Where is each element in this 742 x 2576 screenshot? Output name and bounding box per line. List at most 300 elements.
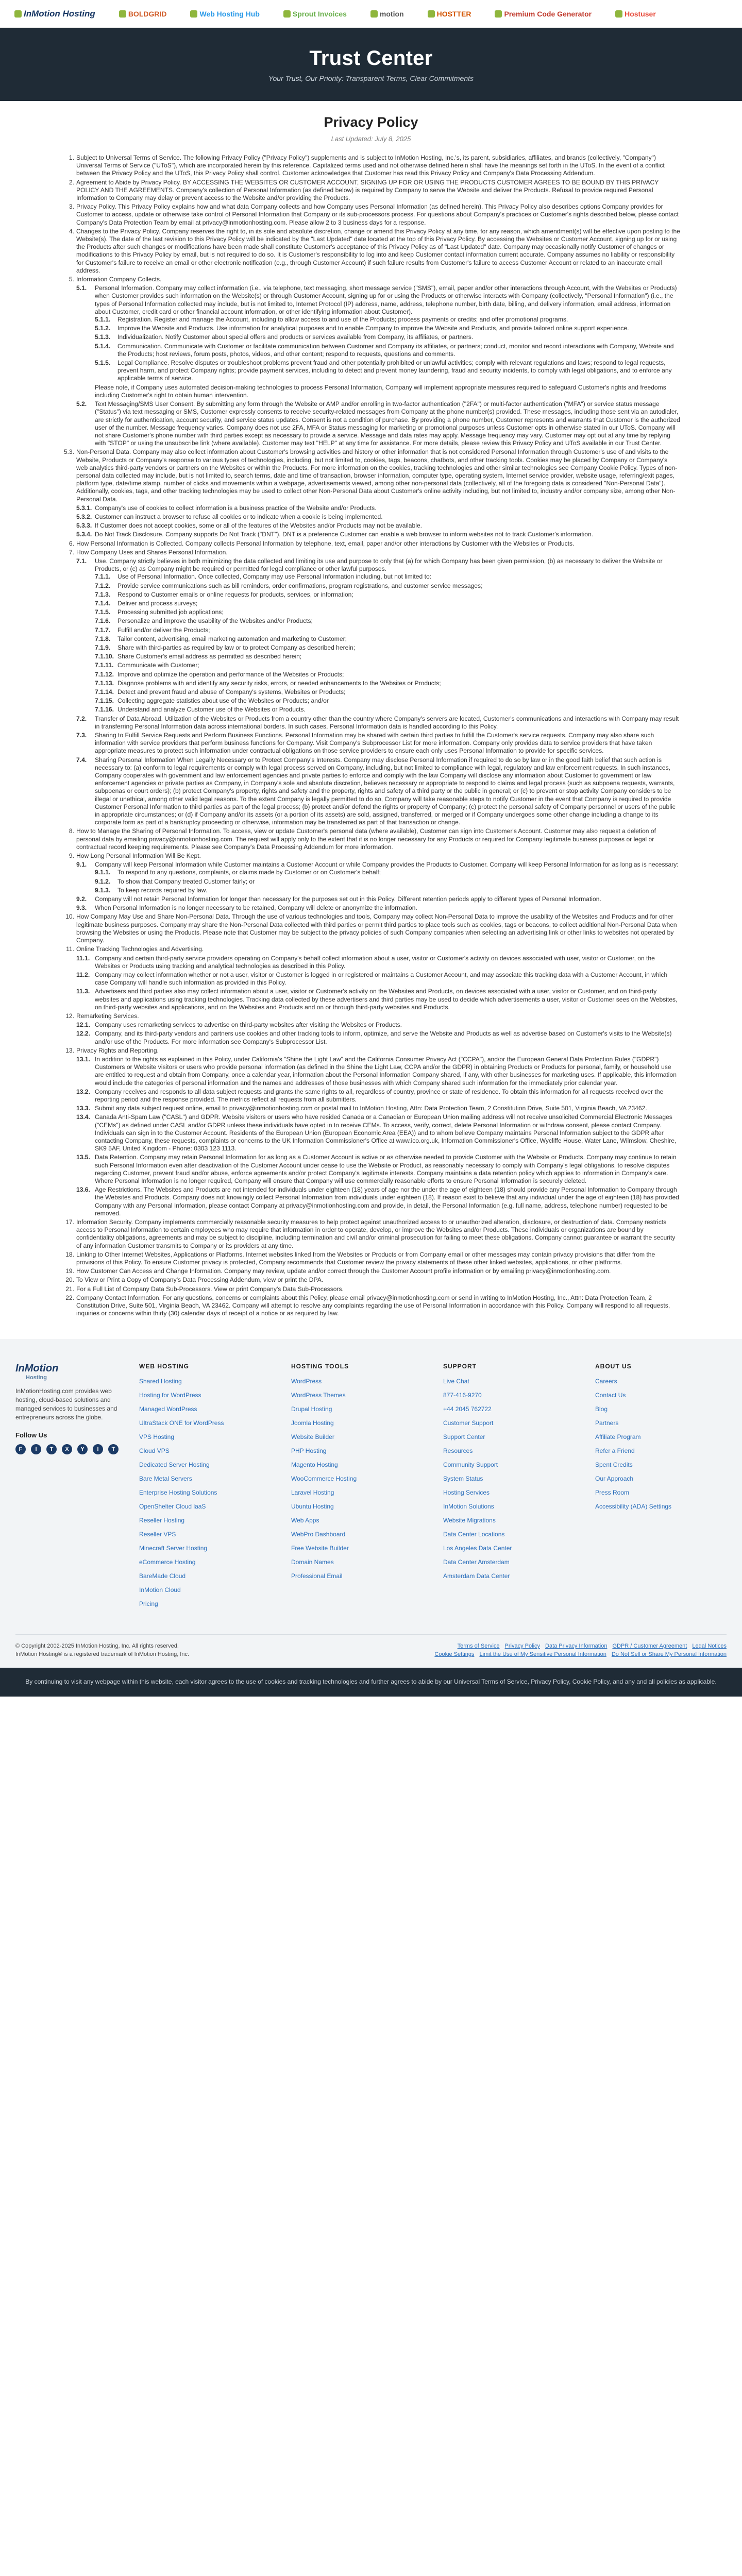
legal-link[interactable]: Legal Notices xyxy=(692,1643,727,1650)
cookie-notice xyxy=(0,1668,742,1697)
social-x-icon[interactable]: X xyxy=(62,1444,72,1454)
policy-item-number: 7.1.6. xyxy=(95,617,111,625)
footer-link[interactable]: Website Migrations xyxy=(443,1517,496,1524)
footer-list-item xyxy=(291,1447,423,1455)
policy-item-5-1-5 xyxy=(95,359,680,383)
policy-item-number: 5.3.4. xyxy=(76,531,92,538)
footer-list-item xyxy=(139,1600,271,1608)
policy-item-22 xyxy=(65,1294,680,1318)
hero-title: Trust Center xyxy=(309,46,433,70)
brand-mark-icon xyxy=(119,10,126,18)
policy-item-text: Improve and optimize the operation and performance of the Websites or Products; xyxy=(117,670,344,678)
policy-item-number: 5.1.1. xyxy=(95,316,111,324)
policy-sublist xyxy=(76,1021,680,1046)
brand-logo-4[interactable] xyxy=(370,10,404,18)
footer-list-item xyxy=(443,1502,575,1511)
footer-link[interactable]: Press Room xyxy=(595,1489,630,1497)
footer-link[interactable]: VPS Hosting xyxy=(139,1433,175,1441)
policy-item-number: 9.1.3. xyxy=(95,886,111,894)
footer-column-1 xyxy=(291,1363,423,1614)
policy-item-7-1-8 xyxy=(95,635,680,643)
policy-item-number: 7.1.8. xyxy=(95,635,111,642)
policy-item-number: 5.1.4. xyxy=(95,342,111,350)
footer-link[interactable]: Managed WordPress xyxy=(139,1405,197,1413)
policy-item-7-1 xyxy=(76,557,680,714)
policy-item-6 xyxy=(69,539,680,548)
policy-item-7-1-13 xyxy=(95,679,680,687)
policy-item-text: Customer can instruct a browser to refuse all cookies or to indicate when a cookie is being implemented. xyxy=(95,513,383,520)
policy-item-5-1-2 xyxy=(95,325,680,332)
policy-item-number: 5.1. xyxy=(76,284,87,292)
footer-link[interactable]: Free Website Builder xyxy=(291,1545,349,1552)
footer-list-item xyxy=(595,1447,727,1455)
policy-item-number: 5.3.3. xyxy=(76,522,92,530)
footer-link[interactable]: Blog xyxy=(595,1405,608,1413)
footer-list-item xyxy=(443,1405,575,1414)
footer-link[interactable]: Affiliate Program xyxy=(595,1433,641,1441)
footer-description: InMotionHosting.com provides web hosting, cloud-based solutions and managed services to businesses and entrepreneurs across the globe. xyxy=(15,1387,117,1421)
footer-logo[interactable] xyxy=(15,1363,119,1381)
footer-link[interactable]: Support Center xyxy=(443,1433,485,1441)
policy-item-text: Use. Company strictly believes in both minimizing the data collected and limiting its use and purpose to only that (a) for which Company has been given permission, (b) as necessary to deliver the Website or Products, or (c) as Company might be required or permitted for legal compliance or other lawful purposes. xyxy=(95,557,663,573)
legal-link[interactable]: Do Not Sell or Share My Personal Information xyxy=(611,1651,727,1658)
policy-item-text: Age Restrictions. The Websites and Products are not intended for individuals under eighteen (18) years of age nor the under the age of eighteen (18) should provide any Personal Information to Company through the Websites and Products. Company does not knowingly collect Personal Information from individuals under eighteen (18). If reason exist to believe that any individual under the age of eighteen (18) has provided Company with any Personal Information, please contact Company at privacy@inmotionhosting.com and provide, in detail, the Personal Information (e.g. full name, address, telephone number) requested to be removed. xyxy=(95,1186,679,1217)
policy-item-number: 17. xyxy=(65,1218,74,1226)
policy-item-text: Online Tracking Technologies and Advertising. xyxy=(76,945,204,953)
policy-item-text: Do Not Track Disclosure. Company supports Do Not Track ("DNT"). DNT is a preference Customer can enable a web browser to inform websites not to track Customer's information. xyxy=(95,531,594,538)
footer-link[interactable]: InMotion Cloud xyxy=(139,1586,181,1594)
footer-list-item xyxy=(595,1377,727,1386)
footer-link[interactable]: Professional Email xyxy=(291,1572,343,1580)
policy-item-text: Individualization. Notify Customer about special offers and products or services available from Company, its affiliates, or partners. xyxy=(117,333,474,341)
policy-item-number: 1. xyxy=(69,154,74,161)
footer-link[interactable]: System Status xyxy=(443,1475,483,1483)
footer-list-item xyxy=(443,1544,575,1553)
policy-item-number: 20. xyxy=(65,1276,74,1284)
policy-sublist xyxy=(95,573,680,714)
policy-item-text: Data Retention. Company may retain Personal Information for as long as a Customer Account is active or as otherwise needed to provide Customer with the Website or Products. Company may continue to retain such Personal Information even after deactivation of the Customer Account under cease to use the Website or Product, as reasonably necessary to comply with Company's legal obligations, to resolve disputes regarding Customer, prevent fraud and/or abuse, enforce agreements and/or protect Company's legitimate interests. Company maintains a data retention policy which applies to information in Company's care. Where Personal Information is no longer required, Company will ensure that Company will use commercially reasonable efforts to ensure Personal Information is securely deleted. xyxy=(95,1154,677,1184)
social-in-icon[interactable]: I xyxy=(31,1444,41,1454)
policy-item-text: How Long Personal Information Will Be Kept. xyxy=(76,852,201,860)
policy-item-number: 13.2. xyxy=(76,1088,90,1095)
footer-link[interactable]: Shared Hosting xyxy=(139,1378,182,1385)
policy-item-number: 5.1.2. xyxy=(95,325,111,332)
footer-link[interactable]: eCommerce Hosting xyxy=(139,1558,196,1566)
policy-item-text: Text Messaging/SMS User Consent. By submitting any form through the Website or AMP and/or enrolling in two-factor authentication ("2FA") or multi-factor authentication ("MFA") or service status message ("Status") via text messaging or SMS, Customer expressly consents to receive security-related messages from Company at the phone number(s) provided. These messages, including those sent via an autodialer, are strictly for authentication, account security, and service status updates. Consent is not a condition of purchase. By providing a phone number, Customer represents and warrants that Customer is the authorized user of the number. Message frequency varies. Company does not use 2FA, MFA or Status messaging for marketing or promotional purposes unless Customer opts in otherwise stated in our UToS. Company will not share Customer's phone number with third parties except as necessary to provide a service. Message and data rates may apply. Message frequency may vary. Customer may opt out at any time by replying with "STOP" or using the unsubscribe link (where available). Customer may text "HELP" at any time for assistance. For more details, please review this Privacy Policy and UToS available in our Trust Center. xyxy=(95,400,680,447)
brand-logo-5[interactable] xyxy=(428,10,471,18)
social-f-icon[interactable]: F xyxy=(15,1444,26,1454)
brand-logo-7[interactable] xyxy=(615,10,656,18)
footer-link[interactable]: +44 2045 762722 xyxy=(443,1405,492,1413)
policy-item-text: Share Customer's email address as permitted as described herein; xyxy=(117,653,302,660)
footer-list-item xyxy=(139,1405,271,1414)
policy-section-list xyxy=(62,154,680,1317)
last-updated: Last Updated: July 8, 2025 xyxy=(331,135,411,143)
footer-column-3 xyxy=(595,1363,727,1614)
policy-item-number: 9.2. xyxy=(76,895,87,903)
policy-item-7-1-14 xyxy=(95,688,680,696)
policy-item-text: Provide service communications such as bill reminders, order confirmations, program registrations, and customer service messages; xyxy=(117,582,483,589)
policy-item-number: 2. xyxy=(69,178,74,186)
footer-list-item xyxy=(443,1433,575,1442)
footer-link[interactable]: UltraStack ONE for WordPress xyxy=(139,1419,224,1427)
footer-list-item xyxy=(291,1530,423,1539)
policy-item-text: Legal Compliance. Resolve disputes or troubleshoot problems prevent fraud and other potentially prohibited or unlawful activities; comply with relevant regulations and laws; respond to legal requests, prevent harm, and protect Company rights; provide payment services, including to detect and prevent money laundering, fraud and security incidents, to comply with legal obligations, and to enforce any applicable terms of service. xyxy=(117,359,672,382)
footer-link[interactable]: OpenShelter Cloud laaS xyxy=(139,1503,206,1511)
policy-item-7-1-11 xyxy=(95,662,680,669)
policy-item-text: To show that Company treated Customer fairly; or xyxy=(117,877,255,885)
policy-item-5-3-1 xyxy=(76,504,680,512)
policy-item-7-2 xyxy=(76,715,680,731)
footer-list-item xyxy=(595,1419,727,1428)
footer-list-item xyxy=(291,1433,423,1442)
footer-link[interactable]: Community Support xyxy=(443,1461,498,1469)
policy-item-18 xyxy=(65,1250,680,1266)
brand-mark-icon xyxy=(495,10,502,18)
policy-item-note xyxy=(95,384,680,399)
policy-item-text: Linking to Other Internet Websites, Applications or Platforms. Internet websites linked from the Websites or Products or from Company email or other messages may contain privacy provisions that differ from the provisions of this Policy. To ensure Customer privacy is protected, Company recommends that Customer review the privacy statements of these other linked websites, applications, or other platforms. xyxy=(76,1250,655,1266)
footer-link[interactable]: Laravel Hosting xyxy=(291,1489,334,1497)
brand-logo-6[interactable] xyxy=(495,10,592,18)
footer-column-title: HOSTING TOOLS xyxy=(291,1363,349,1370)
brand-label: Premium Code Generator xyxy=(504,9,592,18)
footer-link[interactable]: Domain Names xyxy=(291,1558,334,1566)
social-tt-icon[interactable]: T xyxy=(108,1444,119,1454)
policy-item-9 xyxy=(69,852,680,912)
footer-link[interactable]: Careers xyxy=(595,1378,617,1385)
policy-item-number: 7.1.11. xyxy=(95,662,114,669)
footer-column-title: SUPPORT xyxy=(443,1363,477,1370)
footer-link[interactable]: Hosting Services xyxy=(443,1489,490,1497)
copyright-text: © Copyright 2002-2025 InMotion Hosting, Inc. All rights reserved. xyxy=(15,1643,179,1650)
policy-item-text: Company will not retain Personal Information for longer than necessary for the purposes set out in this Policy. Different retention periods apply to different types of Personal Information. xyxy=(95,895,601,903)
footer-list-item xyxy=(139,1391,271,1400)
policy-item-text: Understand and analyze Customer use of the Websites or Products. xyxy=(117,706,306,714)
footer-column-0 xyxy=(139,1363,271,1614)
policy-item-7-3 xyxy=(76,732,680,755)
footer-link[interactable]: Bare Metal Servers xyxy=(139,1475,192,1483)
policy-item-number: 7.1.3. xyxy=(95,590,111,598)
policy-item-number: 7.1. xyxy=(76,557,87,565)
policy-item-number: 22. xyxy=(65,1294,74,1301)
policy-item-7 xyxy=(69,548,680,827)
policy-item-13-4 xyxy=(76,1113,680,1153)
footer-link[interactable]: Enterprise Hosting Solutions xyxy=(139,1489,217,1497)
hero-subtitle: Your Trust, Our Priority: Transparent Terms, Clear Commitments xyxy=(268,74,474,82)
footer-link[interactable]: Reseller VPS xyxy=(139,1531,176,1538)
policy-item-text: Privacy Rights and Reporting. xyxy=(76,1046,159,1054)
policy-item-5-1-4 xyxy=(95,342,680,358)
policy-sublist xyxy=(95,869,680,894)
footer-link[interactable]: Our Approach xyxy=(595,1475,634,1483)
brand-mark-icon xyxy=(428,10,435,18)
footer-list-item xyxy=(291,1461,423,1469)
footer-columns xyxy=(139,1363,727,1614)
footer-link[interactable]: Minecraft Server Hosting xyxy=(139,1545,208,1552)
policy-item-13-5 xyxy=(76,1154,680,1185)
policy-item-text: Company, and its third-party vendors and partners use cookies and other tracking tools to inform, optimize, and serve the Website and Products as well as advertise based on Customer's visits to the Website(s) and/or use of the Products. For more information see Company's Subprocessor List. xyxy=(95,1030,672,1045)
footer-link[interactable]: Website Builder xyxy=(291,1433,334,1441)
footer-link[interactable]: 877-416-9270 xyxy=(443,1392,482,1399)
brand-mark-icon xyxy=(283,10,291,18)
footer-brand xyxy=(15,1363,119,1614)
footer-column-title: WEB HOSTING xyxy=(139,1363,189,1370)
footer-link[interactable]: Partners xyxy=(595,1419,619,1427)
policy-item-number: 7.1.16. xyxy=(95,706,114,714)
footer-list-item xyxy=(443,1475,575,1483)
policy-item-7-1-6 xyxy=(95,617,680,625)
policy-item-9-1-2 xyxy=(95,877,680,886)
brand-logo-2[interactable] xyxy=(190,10,259,18)
policy-item-13-2 xyxy=(76,1088,680,1104)
policy-item-number: 9.3. xyxy=(76,904,87,912)
social-t-icon[interactable]: T xyxy=(46,1444,57,1454)
footer-link[interactable]: Magento Hosting xyxy=(291,1461,338,1469)
footer-link[interactable]: Refer a Friend xyxy=(595,1447,635,1455)
footer-list-item xyxy=(139,1572,271,1581)
legal-link[interactable]: Terms of Service xyxy=(457,1643,500,1650)
footer-link[interactable]: Dedicated Server Hosting xyxy=(139,1461,210,1469)
copyright-bar xyxy=(15,1634,727,1668)
brand-logo-3[interactable] xyxy=(283,10,347,18)
policy-item-number: 13.1. xyxy=(76,1055,90,1063)
policy-item-7-1-15 xyxy=(95,697,680,705)
policy-item-number: 5.3.2. xyxy=(76,513,92,520)
footer-link[interactable]: Pricing xyxy=(139,1600,158,1608)
footer-link[interactable]: PHP Hosting xyxy=(291,1447,327,1455)
policy-item-text: Diagnose problems with and identify any security risks, errors, or needed enhancements to the Websites or Products; xyxy=(117,679,441,687)
footer-list-item xyxy=(291,1475,423,1483)
policy-item-10 xyxy=(65,913,680,944)
policy-item-5-3-2 xyxy=(76,513,680,521)
policy-item-11-3 xyxy=(76,988,680,1011)
policy-item-5-1 xyxy=(76,284,680,382)
policy-item-2 xyxy=(69,178,680,202)
footer-link[interactable]: Joomla Hosting xyxy=(291,1419,334,1427)
footer-link[interactable]: BareMade Cloud xyxy=(139,1572,186,1580)
policy-item-5-3 xyxy=(63,448,680,538)
policy-item-number: 5.3.1. xyxy=(76,504,92,512)
footer-list-item xyxy=(443,1391,575,1400)
footer-link[interactable]: Los Angeles Data Center xyxy=(443,1545,512,1552)
footer-list-item xyxy=(595,1433,727,1442)
policy-sublist xyxy=(95,316,680,383)
footer-column-title: ABOUT US xyxy=(595,1363,632,1370)
policy-item-text: Changes to the Privacy Policy. Company reserves the right to, in its sole and absolute discretion, change or amend this Privacy Policy at any time, for any reason, which amendment(s) will be effective upon posting to the Website(s). The date of the last revision to this Privacy Policy will be indicated by the "Last Updated" date located at the top of this Privacy Policy. By accessing the Websites or Customer Account, signing up for or using the Products after such changes or modifications have been made shall constitute Customer's acceptance of this Privacy Policy as of "Last Updated" date. Company may occasionally notify Customer of changes or modifications to this Privacy Policy by email, but is not required to do so. It is Customer's responsibility to log into and keep Customer contact information current accurate. Company assumes no liability or responsibility for Customer's failure to receive an email or other electronic notification (e.g., through Customer Account) if such failure results from Customer's failure to access Customer Account or related to an inaccurate email address. xyxy=(76,227,680,274)
policy-item-number: 7. xyxy=(69,548,74,556)
policy-item-text: Submit any data subject request online, email to privacy@inmotionhosting.com or postal mail to InMotion Hosting, Attn: Data Protection Team, 2 Constitution Drive, Suite 501, Virginia Beach, VA 23462. xyxy=(95,1105,647,1112)
policy-item-text: Deliver and process surveys; xyxy=(117,599,198,607)
brand-mark-icon xyxy=(190,10,197,18)
footer-link[interactable]: Data Center Locations xyxy=(443,1531,505,1538)
footer-link[interactable]: InMotion Solutions xyxy=(443,1503,494,1511)
policy-item-7-1-3 xyxy=(95,590,680,599)
policy-item-number: 9.1. xyxy=(76,861,87,869)
legal-links xyxy=(429,1642,727,1658)
policy-item-9-1-1 xyxy=(95,869,680,876)
social-yt-icon[interactable]: Y xyxy=(77,1444,88,1454)
policy-item-number: 9.1.1. xyxy=(95,869,111,876)
legal-link[interactable]: Privacy Policy xyxy=(504,1643,541,1650)
policy-item-text: Company and certain third-party service providers operating on Company's behalf collect information about a user, visitor or Customer's activity on devices associated with user, visitor or Customer, on the Websites or Products using tracking and analytical technologies as described in this Policy. xyxy=(95,954,655,970)
footer-list-item xyxy=(139,1530,271,1539)
policy-item-19 xyxy=(65,1267,680,1275)
policy-item-text: How to Manage the Sharing of Personal Information. To access, view or update Customer's personal data (where available), Customer can sign into Customer's Account. Customer may also request a deletion of personal data by emailing privacy@inmotionhosting.com. The request will apply only to the extent that it is no longer necessary for any Products or required for Company legitimate business purposes or legal or contractual record keeping requirements. Please see Company's Data Processing Addendum for more information. xyxy=(76,827,656,851)
footer-column-2 xyxy=(443,1363,575,1614)
footer-list-item xyxy=(443,1377,575,1386)
policy-item-text: Agreement to Abide by Privacy Policy. BY ACCESSING THE WEBSITES OR CUSTOMER ACCOUNT, SIGNING UP FOR OR USING THE PRODUCTS CUSTOMER AGREES TO BE BOUND BY THIS PRIVACY POLICY AND THE AGREEMENTS. Company's collection of Personal Information (as defined below) is required by Company to serve the Website and deliver the Products. Refusal to provide required Personal Information to Company may delay or prevent access to the Website and/or providing the Products. xyxy=(76,178,659,202)
policy-sublist xyxy=(76,955,680,1011)
page-title: Privacy Policy xyxy=(324,114,418,130)
policy-sublist xyxy=(76,557,680,827)
legal-link[interactable]: Data Privacy Information xyxy=(545,1643,608,1650)
footer-link[interactable]: Ubuntu Hosting xyxy=(291,1503,334,1511)
policy-item-number: 12.2. xyxy=(76,1030,90,1038)
footer-list-item xyxy=(291,1488,423,1497)
footer-link[interactable]: Reseller Hosting xyxy=(139,1517,185,1524)
footer-link[interactable]: Data Center Amsterdam xyxy=(443,1558,510,1566)
policy-item-text: Company receives and responds to all data subject requests and grants the same rights to all, regardless of country, province or state of residence. To obtain this information for all requests received over the reporting period and the response provided. The metrics reflect all requests from all submitters. xyxy=(95,1088,664,1103)
policy-item-text: Company's use of cookies to collect information is a business practice of the Website and/or Products. xyxy=(95,504,377,512)
footer-list-item xyxy=(291,1572,423,1581)
policy-item-text: Collecting aggregate statistics about use of the Websites or Products; and/or xyxy=(117,697,329,705)
policy-item-5 xyxy=(69,276,680,447)
footer-list-item xyxy=(443,1530,575,1539)
policy-item-number: 7.1.1. xyxy=(95,573,111,581)
policy-item-number: 6. xyxy=(69,539,74,547)
footer-list-item xyxy=(291,1419,423,1428)
brand-label: BOLDGRID xyxy=(128,9,167,18)
policy-sublist xyxy=(76,284,680,447)
policy-item-7-1-12 xyxy=(95,670,680,679)
policy-item-text: Personalize and improve the usability of the Websites and/or Products; xyxy=(117,617,313,625)
footer-link[interactable]: Accessibility (ADA) Settings xyxy=(595,1503,672,1511)
policy-item-7-1-10 xyxy=(95,653,680,660)
brand-mark-icon xyxy=(370,10,378,18)
footer-link[interactable]: Resources xyxy=(443,1447,473,1455)
policy-item-number: 7.2. xyxy=(76,715,87,722)
policy-item-text: Detect and prevent fraud and abuse of Company's systems, Websites or Products; xyxy=(117,688,346,696)
policy-item-number: 9. xyxy=(69,852,74,860)
footer-list-item xyxy=(595,1461,727,1469)
footer-logo-sub: Hosting xyxy=(26,1375,47,1381)
policy-item-4 xyxy=(69,227,680,275)
footer-list-item xyxy=(595,1405,727,1414)
policy-item-text: Registration. Register and manage the Account, including to allow access to and use of the Products; process payments or credits; and offer promotional programs. xyxy=(117,316,568,324)
policy-item-text: Transfer of Data Abroad. Utilization of the Websites or Products from a country other than the country where Company's servers are located, Customer's communications and interactions with Company may result in transferring Personal Information data across international borders. In such cases, Personal Information data is handled according to this Policy. xyxy=(95,715,679,730)
footer-list-item xyxy=(595,1488,727,1497)
policy-item-text: Tailor content, advertising, email marketing automation and marketing to Customer; xyxy=(117,635,347,642)
footer-list-item xyxy=(291,1516,423,1525)
policy-sublist xyxy=(76,504,680,539)
footer-link[interactable]: Web Apps xyxy=(291,1517,319,1524)
policy-item-5-1-3 xyxy=(95,333,680,341)
footer-link[interactable]: Contact Us xyxy=(595,1392,626,1399)
policy-item-text: Personal Information. Company may collect information (i.e., via telephone, text messaging, short message service ("SMS"), email, paper and/or other interactions through Account, with the Websites or Products) when Customer provides such information on the Website(s) or through Customer Account, signing up for or using the Products or otherwise interacts with Company (collectively, "Personal Information") (i.e., the types of Personal Information collected may include, but is not limited to, Internet Protocol (IP) address, name, address, telephone number, birth date, billing, and delivery information, email address, information about Customer, credit card or other financial account information, or other identifying information about Customer). xyxy=(95,284,677,315)
policy-item-5-2 xyxy=(76,400,680,447)
policy-item-text: For a Full List of Company Data Sub-Processors. View or print Company's Data Sub-Processors. xyxy=(76,1285,344,1293)
policy-item-number: 7.1.15. xyxy=(95,697,114,705)
policy-item-number: 13.4. xyxy=(76,1113,90,1121)
legal-link[interactable]: Cookie Settings xyxy=(434,1651,475,1658)
footer-list-item xyxy=(291,1558,423,1567)
site-footer xyxy=(0,1339,742,1697)
legal-link[interactable]: Limit the Use of My Sensitive Personal Information xyxy=(479,1651,606,1658)
policy-item-text: Improve the Website and Products. Use information for analytical purposes and to enable Company to improve the Website and Products, and provide tailored online support experience. xyxy=(117,325,629,332)
policy-item-text: Information Company Collects. xyxy=(76,276,162,283)
footer-list-item xyxy=(291,1391,423,1400)
policy-item-text: Fulfill and/or deliver the Products; xyxy=(117,626,210,634)
footer-link[interactable]: Customer Support xyxy=(443,1419,494,1427)
footer-list-item xyxy=(291,1544,423,1553)
policy-item-text: Use of Personal Information. Once collected, Company may use Personal Information including, but not limited to: xyxy=(117,573,432,581)
footer-list-item xyxy=(443,1419,575,1428)
footer-link[interactable]: Hosting for WordPress xyxy=(139,1392,201,1399)
policy-item-number: 10. xyxy=(65,913,74,921)
policy-item-13-1 xyxy=(76,1055,680,1087)
footer-link[interactable]: WordPress Themes xyxy=(291,1392,346,1399)
policy-item-number: 12. xyxy=(65,1012,74,1020)
hero-banner xyxy=(0,28,742,101)
policy-item-text: Communication. Communicate with Customer or facilitate communication between Customer and Company its affiliates, or partners; conduct, monitor and record interactions with Company, Website and the Products; host reviews, forum posts, photos, videos, and other content; respond to requests, questions and comments. xyxy=(117,342,674,358)
brand-logo-0[interactable] xyxy=(14,9,95,19)
policy-item-number: 4. xyxy=(69,227,74,235)
policy-item-number: 7.1.10. xyxy=(95,653,114,660)
footer-link[interactable]: Drupal Hosting xyxy=(291,1405,332,1413)
footer-link[interactable]: WordPress xyxy=(291,1378,322,1385)
policy-item-text: How Company May Use and Share Non-Personal Data. Through the use of various technologies and tools, Company may collect Non-Personal Data to improve the usability of the Websites and Products and for other legitimate business purposes. Company may share the Non-Personal Data collected with third parties or permit third parties to place tools such as cookies, tags or beacons, to collect additional Non-Personal Data when browsing the Websites or using the Products. Please note that Customer may be subject to the privacy policies of such Company companies when selecting an advertising link or other links to websites not operated by Company. xyxy=(76,913,677,944)
footer-list-item xyxy=(139,1544,271,1553)
legal-link[interactable]: GDPR / Customer Agreement xyxy=(612,1643,687,1650)
footer-link[interactable]: Amsterdam Data Center xyxy=(443,1572,510,1580)
footer-link[interactable]: Cloud VPS xyxy=(139,1447,170,1455)
brand-mark-icon xyxy=(14,10,22,18)
footer-list-item xyxy=(139,1488,271,1497)
social-ig-icon[interactable]: I xyxy=(93,1444,103,1454)
policy-item-7-1-9 xyxy=(95,643,680,652)
footer-list-item xyxy=(139,1433,271,1442)
policy-item-number: 5. xyxy=(69,276,74,283)
policy-item-text: Privacy Policy. This Privacy Policy explains how and what data Company collects and how Company uses Personal Information (as defined herein). This Privacy Policy also describes options Company provides for Customer to access, update or otherwise take control of Personal Information that Company or its sub-processors process. For questions about Company's practices or Customer's rights described below, please contact Company's Data Protection Team by email at privacy@inmotionhosting.com. Please allow 2 to 3 business days for a response. xyxy=(76,203,679,226)
footer-link[interactable]: Spent Credits xyxy=(595,1461,633,1469)
policy-item-17 xyxy=(65,1218,680,1250)
policy-item-text: To keep records required by law. xyxy=(117,886,208,894)
policy-item-text: How Personal Information is Collected. Company collects Personal Information by telephone, text, email, paper and/or other interactions by Customer with the Websites or Products. xyxy=(76,539,575,547)
footer-link[interactable]: WebPro Dashboard xyxy=(291,1531,346,1538)
policy-item-text: Please note, if Company uses automated decision-making technologies to process Personal Information, Company will implement appropriate measures required to safeguard Customer's rights and freedoms including Customer's right to obtain human intervention. xyxy=(95,383,666,399)
footer-link[interactable]: WooCommerce Hosting xyxy=(291,1475,357,1483)
brand-logo-1[interactable] xyxy=(119,10,167,18)
footer-list-item xyxy=(291,1405,423,1414)
footer-list-item xyxy=(443,1558,575,1567)
policy-item-text: Non-Personal Data. Company may also collect information about Customer's browsing activities and history or other information that is not considered Personal Information through Customer's use of and visits to the Website, Products or Company's response to various types of technologies, including, but not limited to, cookies, tags, beacons, chatbots, and other tracking tools. Cookies may be placed by Company or Company's web analytics third-party vendors or partners on the Websites or within the Products. For more information on the cookies, tracking technologies and other similar technologies see Company Cookie Policy. Types of non-personal data collected may include, but is not limited to, search terms, date and time of transaction, browser information, computer type, operating system, Internet service provider, website usage, referring/exit pages, platform type, date/time stamp, number of clicks and movements within a webpage, advertisements viewed, among other non-personal data (collectively, all of the foregoing data is considered "Non-Personal Data"). Additionally, cookies, tags, and other tracking technologies may be used to collect other Non-Personal Data about Customer's online activity including, but not limited to, industry and/or company size, among other Non-Personal Data. xyxy=(76,448,678,503)
policy-item-9-1 xyxy=(76,861,680,894)
policy-item-number: 7.4. xyxy=(76,756,87,764)
policy-item-text: Sharing to Fulfill Service Requests and Perform Business Functions. Personal Information may be shared with certain third parties to fulfill the Customer's service requests. Company may also share such information with service providers that perform business functions for Company. Visit Company's Subprocessor List for more information. Company only provides data to service providers that have taken appropriate measures to protect such information under contractual obligations on those service providers to ensure each only uses Personal Information to provide for specific services. xyxy=(95,732,654,755)
policy-item-number: 18. xyxy=(65,1250,74,1258)
policy-item-text: Share with third-parties as required by law or to protect Company as described herein; xyxy=(117,643,356,651)
policy-item-3 xyxy=(69,203,680,227)
footer-list-item xyxy=(139,1461,271,1469)
footer-link[interactable]: Live Chat xyxy=(443,1378,469,1385)
policy-item-11-2 xyxy=(76,971,680,987)
brand-label: Web Hosting Hub xyxy=(199,9,260,18)
policy-item-text: When Personal Information is no longer necessary to be retained, Company will delete or anonymize the information. xyxy=(95,904,417,912)
policy-item-text: Company may collect information whether or not a user, visitor or Customer is logged in or registered or maintains a Customer Account, and may associate this tracking data with a Customer Account, in which case Company will handle such information as provided in this Policy. xyxy=(95,971,668,987)
policy-item-text: Processing submitted job applications; xyxy=(117,608,224,616)
footer-list-item xyxy=(291,1377,423,1386)
policy-item-number: 12.1. xyxy=(76,1021,90,1029)
